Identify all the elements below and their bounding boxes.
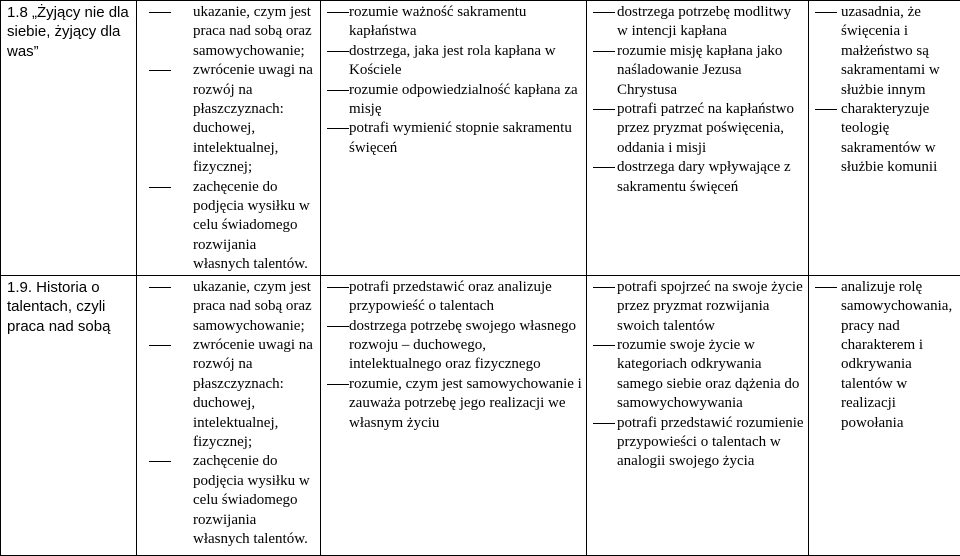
extended-requirements-cell — [587, 1, 809, 276]
table-row — [1, 1, 960, 276]
list-item: dostrzega potrzebę swojego własnego rozwoju – duchowego, intelektualnego oraz fizycznego — [325, 317, 582, 375]
list-item: charakteryzuje teologię sakramentów w służbie komunii — [813, 100, 956, 178]
extended-requirements-cell — [587, 275, 809, 555]
basic-requirements-cell — [321, 1, 587, 276]
list-item: zachęcenie do podjęcia wysiłku w celu świadomego rozwijania własnych talentów. — [141, 178, 316, 275]
advanced-requirements-cell — [809, 1, 960, 276]
list-item: zachęcenie do podjęcia wysiłku w celu świadomego rozwijania własnych talentów. — [141, 452, 316, 549]
list-item: rozumie swoje życie w kategoriach odkrywania samego siebie oraz dążenia do samowychowywania — [591, 336, 804, 414]
list-item: potrafi patrzeć na kapłaństwo przez pryzmat poświęcenia, oddania i misji — [591, 100, 804, 158]
goals-cell — [137, 275, 321, 555]
list-item: potrafi wymienić stopnie sakramentu święceń — [325, 119, 582, 158]
topic-cell: 1.9. Historia o talentach, czyli praca nad sobą — [1, 275, 137, 555]
list-item: ukazanie, czym jest praca nad sobą oraz samowychowanie; — [141, 3, 316, 61]
goals-cell — [137, 1, 321, 276]
basic-requirements-cell — [321, 275, 587, 555]
advanced-requirements-cell — [809, 275, 960, 555]
list-item: rozumie misję kapłana jako naśladowanie Jezusa Chrystusa — [591, 42, 804, 100]
list-item: dostrzega, jaka jest rola kapłana w Kościele — [325, 42, 582, 81]
list-item: dostrzega dary wpływające z sakramentu święceń — [591, 158, 804, 197]
list-item: zwrócenie uwagi na rozwój na płaszczyznach: duchowej, intelektualnej, fizycznej; — [141, 61, 316, 177]
list-item: potrafi przedstawić oraz analizuje przypowieść o talentach — [325, 278, 582, 317]
list-item: potrafi przedstawić rozumienie przypowieści o talentach w analogii swojego życia — [591, 414, 804, 472]
list-item: rozumie, czym jest samowychowanie i zauważa potrzebę jego realizacji we własnym życiu — [325, 375, 582, 433]
list-item: uzasadnia, że święcenia i małżeństwo są sakramentami w służbie innym — [813, 3, 956, 100]
list-item: rozumie ważność sakramentu kapłaństwa — [325, 3, 582, 42]
list-item: dostrzega potrzebę modlitwy w intencji kapłana — [591, 3, 804, 42]
list-item: rozumie odpowiedzialność kapłana za misję — [325, 81, 582, 120]
table-row — [1, 275, 960, 555]
list-item: analizuje rolę samowychowania, pracy nad charakterem i odkrywania talentów w realizacji powołania — [813, 278, 956, 433]
list-item: potrafi spojrzeć na swoje życie przez pryzmat rozwijania swoich talentów — [591, 278, 804, 336]
list-item: ukazanie, czym jest praca nad sobą oraz samowychowanie; — [141, 278, 316, 336]
topic-cell: 1.8 „Żyjący nie dla siebie, żyjący dla was” — [1, 1, 137, 276]
list-item: zwrócenie uwagi na rozwój na płaszczyznach: duchowej, intelektualnej, fizycznej; — [141, 336, 316, 452]
